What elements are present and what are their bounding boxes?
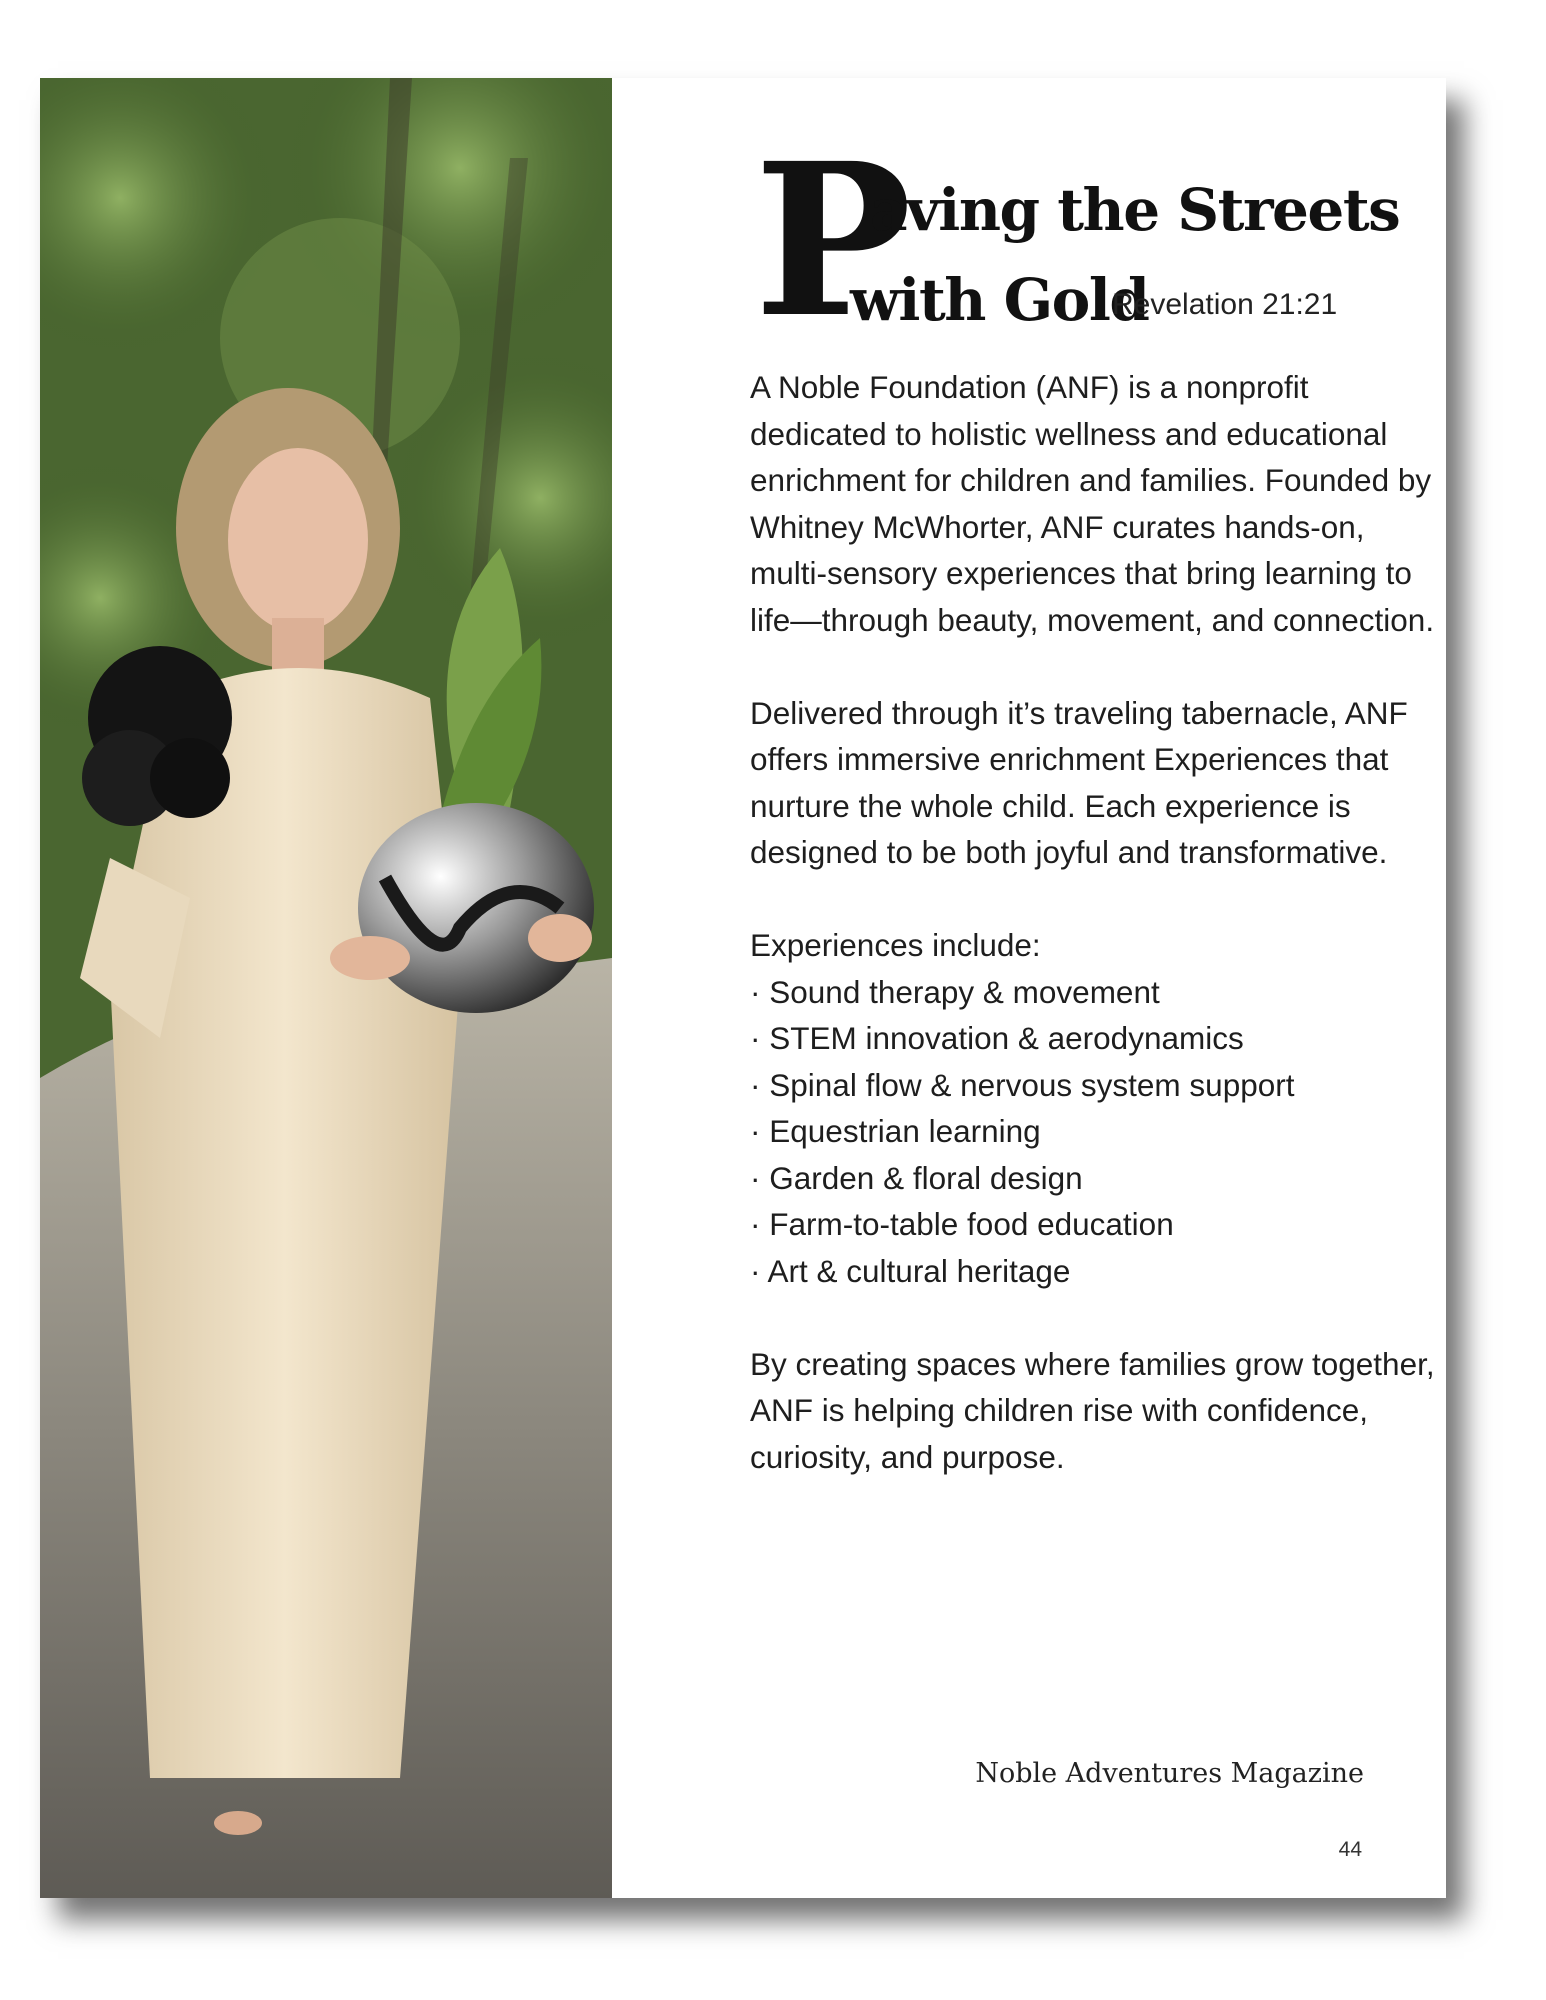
title-line-2: with Gold bbox=[850, 266, 1149, 334]
list-item: · Spinal flow & nervous system support bbox=[750, 1062, 1450, 1109]
title-line-1: aving the Streets bbox=[870, 176, 1400, 244]
title-dropcap: P bbox=[754, 117, 908, 364]
paragraph-closing: By creating spaces where families grow together, ANF is helping children rise with confidence, curiosity, and purpose. bbox=[750, 1345, 1435, 1475]
experiences-intro: Experiences include: bbox=[750, 927, 1041, 963]
portrait-illustration bbox=[40, 78, 612, 1898]
page-number: 44 bbox=[1338, 1838, 1362, 1861]
list-item: · Equestrian learning bbox=[750, 1108, 1450, 1155]
portrait-photo bbox=[40, 78, 612, 1898]
paragraph-delivery: Delivered through it’s traveling tabernacle, ANF offers immersive enrichment Experiences that nurture the whole child. Each experience is designed to be both joyful and transformative. bbox=[750, 694, 1408, 870]
experiences-list bbox=[750, 969, 1450, 1295]
magazine-page bbox=[40, 78, 1446, 1898]
paragraph-intro: A Noble Foundation (ANF) is a nonprofit dedicated to holistic wellness and educational enrichment for children and families. Founded by Whitney McWhorter, ANF curates hands-on, multi-sensory experiences that bring learning to life—through beauty, movement, and connection. bbox=[750, 369, 1435, 638]
article-content bbox=[612, 78, 1446, 1898]
list-item: · Farm-to-table food education bbox=[750, 1201, 1450, 1248]
scripture-reference: Revelation 21:21 bbox=[1112, 288, 1338, 321]
list-item: · Art & cultural heritage bbox=[750, 1248, 1450, 1295]
magazine-name: Noble Adventures Magazine bbox=[975, 1758, 1364, 1789]
list-item: · STEM innovation & aerodynamics bbox=[750, 1015, 1450, 1062]
list-item: · Sound therapy & movement bbox=[750, 969, 1450, 1016]
article-body bbox=[750, 364, 1450, 1527]
list-item: · Garden & floral design bbox=[750, 1155, 1450, 1202]
